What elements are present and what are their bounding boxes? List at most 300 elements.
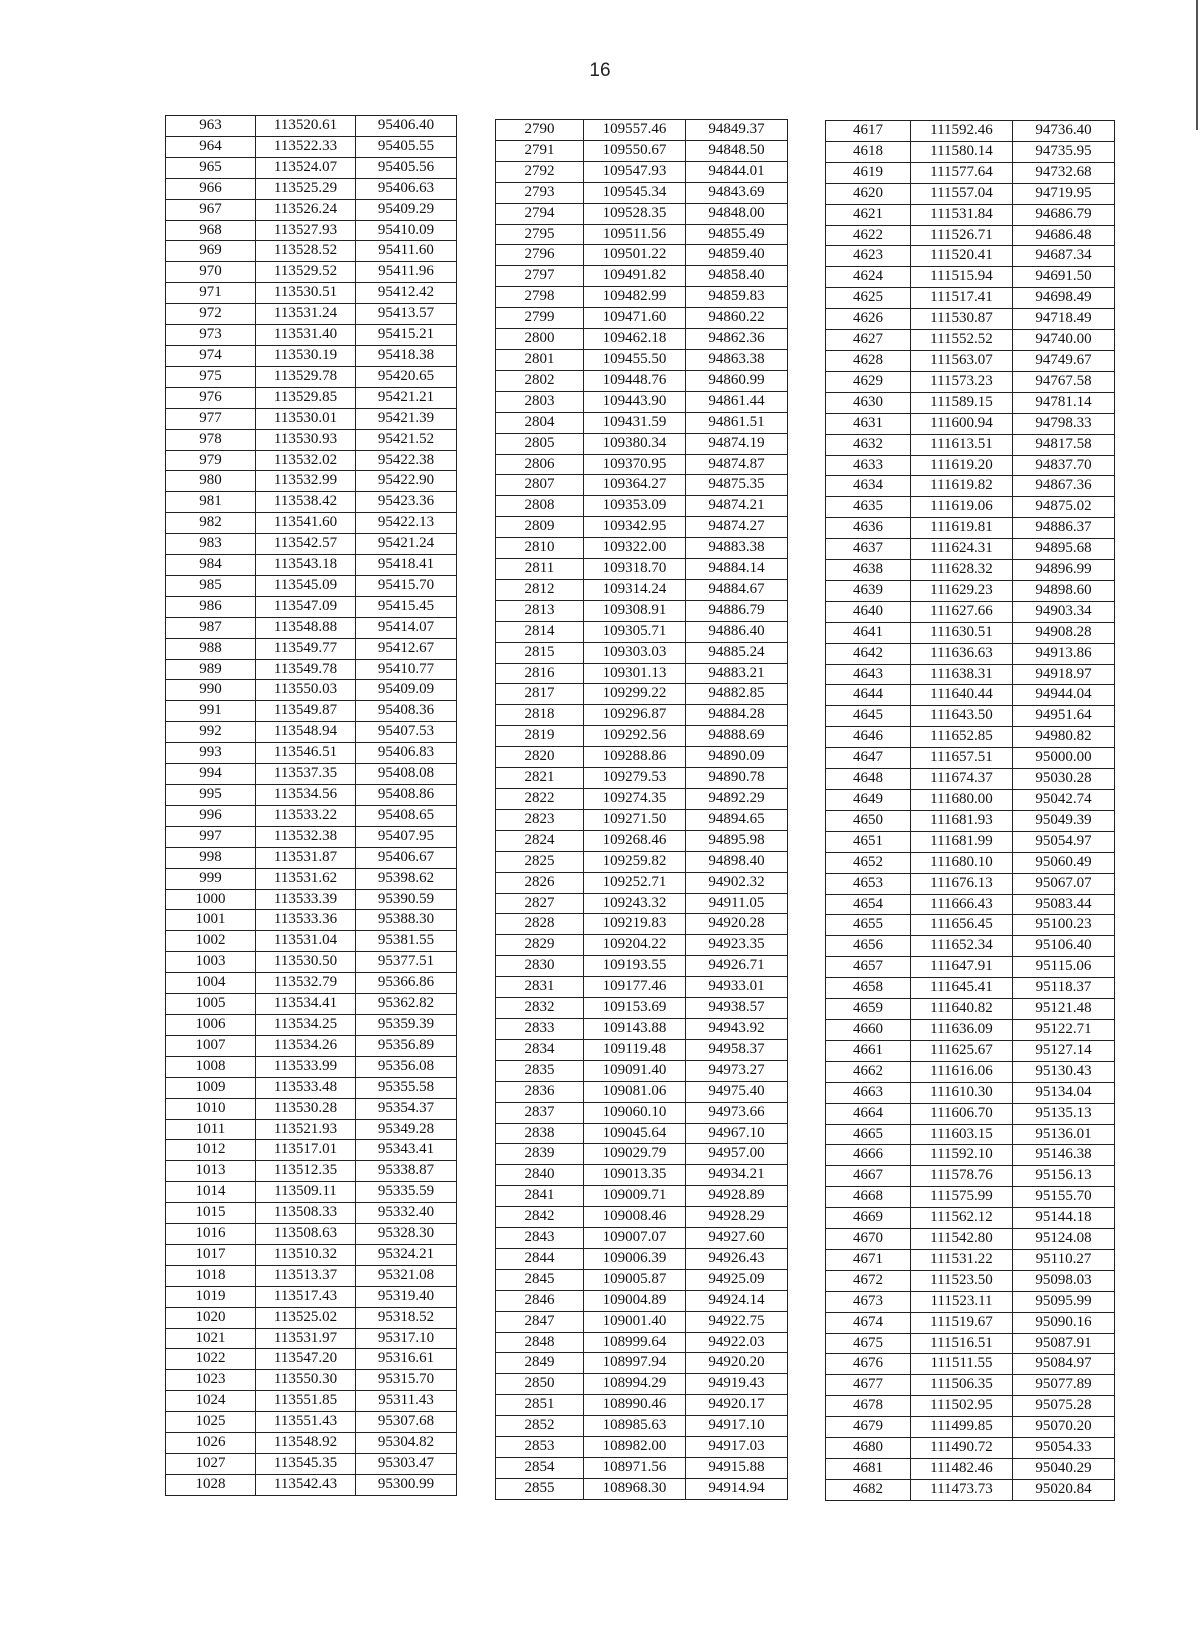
point-number-cell: 972 (166, 304, 256, 325)
x-coordinate-cell: 113531.24 (256, 304, 356, 325)
y-coordinate-cell: 94874.27 (686, 517, 788, 538)
x-coordinate-cell: 113533.99 (256, 1056, 356, 1077)
y-coordinate-cell: 95317.10 (356, 1328, 457, 1349)
y-coordinate-cell: 95413.57 (356, 304, 457, 325)
x-coordinate-cell: 113549.87 (256, 701, 356, 722)
x-coordinate-cell: 109006.39 (584, 1248, 686, 1269)
point-number-cell: 2823 (496, 809, 584, 830)
x-coordinate-cell: 109364.27 (584, 475, 686, 496)
y-coordinate-cell: 95156.13 (1013, 1166, 1115, 1187)
x-coordinate-cell: 109305.71 (584, 621, 686, 642)
point-number-cell: 4651 (826, 831, 911, 852)
x-coordinate-cell: 111562.12 (911, 1208, 1013, 1229)
point-number-cell: 2848 (496, 1332, 584, 1353)
table-row (166, 1035, 457, 1056)
point-number-cell: 1021 (166, 1328, 256, 1349)
y-coordinate-cell: 95155.70 (1013, 1187, 1115, 1208)
point-number-cell: 2854 (496, 1458, 584, 1479)
point-number-cell: 4653 (826, 873, 911, 894)
y-coordinate-cell: 94934.21 (686, 1165, 788, 1186)
table-row (826, 1208, 1115, 1229)
y-coordinate-cell: 94919.43 (686, 1374, 788, 1395)
x-coordinate-cell: 109342.95 (584, 517, 686, 538)
point-number-cell: 2839 (496, 1144, 584, 1165)
table-row (166, 1391, 457, 1412)
x-coordinate-cell: 111526.71 (911, 225, 1013, 246)
point-number-cell: 4628 (826, 350, 911, 371)
x-coordinate-cell: 109007.07 (584, 1228, 686, 1249)
point-number-cell: 974 (166, 345, 256, 366)
table-row (826, 1082, 1115, 1103)
table-row (496, 1290, 788, 1311)
y-coordinate-cell: 94925.09 (686, 1269, 788, 1290)
point-number-cell: 4650 (826, 810, 911, 831)
table-row (496, 1248, 788, 1269)
table-row (166, 116, 457, 137)
y-coordinate-cell: 95083.44 (1013, 894, 1115, 915)
point-number-cell: 984 (166, 555, 256, 576)
point-number-cell: 964 (166, 136, 256, 157)
y-coordinate-cell: 95356.08 (356, 1056, 457, 1077)
point-number-cell: 4666 (826, 1145, 911, 1166)
table-row (826, 580, 1115, 601)
x-coordinate-cell: 113522.33 (256, 136, 356, 157)
point-number-cell: 2811 (496, 559, 584, 580)
y-coordinate-cell: 95121.48 (1013, 999, 1115, 1020)
point-number-cell: 2842 (496, 1207, 584, 1228)
table-row (166, 366, 457, 387)
y-coordinate-cell: 95398.62 (356, 868, 457, 889)
x-coordinate-cell: 113533.22 (256, 805, 356, 826)
table-row (826, 999, 1115, 1020)
point-number-cell: 988 (166, 638, 256, 659)
y-coordinate-cell: 95115.06 (1013, 957, 1115, 978)
y-coordinate-cell: 94882.85 (686, 684, 788, 705)
table-row (166, 617, 457, 638)
point-number-cell: 2826 (496, 872, 584, 893)
table-row (166, 575, 457, 596)
point-number-cell: 4654 (826, 894, 911, 915)
point-number-cell: 2794 (496, 203, 584, 224)
point-number-cell: 4637 (826, 539, 911, 560)
x-coordinate-cell: 111520.41 (911, 246, 1013, 267)
y-coordinate-cell: 95087.91 (1013, 1333, 1115, 1354)
y-coordinate-cell: 94920.28 (686, 914, 788, 935)
x-coordinate-cell: 111523.11 (911, 1291, 1013, 1312)
y-coordinate-cell: 95077.89 (1013, 1375, 1115, 1396)
x-coordinate-cell: 113541.60 (256, 513, 356, 534)
y-coordinate-cell: 94958.37 (686, 1039, 788, 1060)
point-number-cell: 2855 (496, 1478, 584, 1499)
x-coordinate-cell: 109318.70 (584, 559, 686, 580)
x-coordinate-cell: 111625.67 (911, 1040, 1013, 1061)
table-row (166, 743, 457, 764)
table-row (826, 978, 1115, 999)
table-row (166, 471, 457, 492)
point-number-cell: 2827 (496, 893, 584, 914)
y-coordinate-cell: 95040.29 (1013, 1459, 1115, 1480)
y-coordinate-cell: 94735.95 (1013, 141, 1115, 162)
x-coordinate-cell: 111515.94 (911, 267, 1013, 288)
table-row (166, 1161, 457, 1182)
x-coordinate-cell: 108994.29 (584, 1374, 686, 1395)
y-coordinate-cell: 95318.52 (356, 1307, 457, 1328)
table-row (826, 957, 1115, 978)
point-number-cell: 4660 (826, 1019, 911, 1040)
x-coordinate-cell: 113512.35 (256, 1161, 356, 1182)
x-coordinate-cell: 109060.10 (584, 1102, 686, 1123)
x-coordinate-cell: 111676.13 (911, 873, 1013, 894)
table-row (496, 475, 788, 496)
y-coordinate-cell: 94890.09 (686, 747, 788, 768)
x-coordinate-cell: 109045.64 (584, 1123, 686, 1144)
point-number-cell: 2810 (496, 538, 584, 559)
point-number-cell: 989 (166, 659, 256, 680)
x-coordinate-cell: 109545.34 (584, 182, 686, 203)
x-coordinate-cell: 109431.59 (584, 412, 686, 433)
point-number-cell: 2831 (496, 977, 584, 998)
point-number-cell: 2825 (496, 851, 584, 872)
x-coordinate-cell: 109279.53 (584, 768, 686, 789)
table-row (166, 638, 457, 659)
x-coordinate-cell: 111600.94 (911, 413, 1013, 434)
table-row (496, 1228, 788, 1249)
point-number-cell: 987 (166, 617, 256, 638)
x-coordinate-cell: 111499.85 (911, 1417, 1013, 1438)
point-number-cell: 4671 (826, 1249, 911, 1270)
y-coordinate-cell: 95304.82 (356, 1433, 457, 1454)
y-coordinate-cell: 94913.86 (1013, 643, 1115, 664)
point-number-cell: 2790 (496, 120, 584, 141)
x-coordinate-cell: 111580.14 (911, 141, 1013, 162)
y-coordinate-cell: 94883.21 (686, 663, 788, 684)
point-number-cell: 1028 (166, 1474, 256, 1495)
y-coordinate-cell: 94943.92 (686, 1018, 788, 1039)
point-number-cell: 4641 (826, 622, 911, 643)
x-coordinate-cell: 108985.63 (584, 1416, 686, 1437)
point-number-cell: 2838 (496, 1123, 584, 1144)
x-coordinate-cell: 113524.07 (256, 157, 356, 178)
y-coordinate-cell: 95067.07 (1013, 873, 1115, 894)
y-coordinate-cell: 94862.36 (686, 329, 788, 350)
x-coordinate-cell: 111516.51 (911, 1333, 1013, 1354)
point-number-cell: 2815 (496, 642, 584, 663)
y-coordinate-cell: 94973.66 (686, 1102, 788, 1123)
table-row (166, 1474, 457, 1495)
table-row (496, 1144, 788, 1165)
table-row (826, 601, 1115, 622)
x-coordinate-cell: 111636.09 (911, 1019, 1013, 1040)
table-row (496, 768, 788, 789)
table-row (826, 455, 1115, 476)
x-coordinate-cell: 113542.43 (256, 1474, 356, 1495)
y-coordinate-cell: 95075.28 (1013, 1396, 1115, 1417)
x-coordinate-cell: 113510.32 (256, 1244, 356, 1265)
x-coordinate-cell: 111657.51 (911, 748, 1013, 769)
x-coordinate-cell: 111563.07 (911, 350, 1013, 371)
point-number-cell: 4625 (826, 288, 911, 309)
x-coordinate-cell: 113530.93 (256, 429, 356, 450)
table-row (166, 910, 457, 931)
x-coordinate-cell: 109471.60 (584, 308, 686, 329)
y-coordinate-cell: 95136.01 (1013, 1124, 1115, 1145)
point-number-cell: 2852 (496, 1416, 584, 1437)
y-coordinate-cell: 94951.64 (1013, 706, 1115, 727)
y-coordinate-cell: 95349.28 (356, 1119, 457, 1140)
point-number-cell: 4632 (826, 434, 911, 455)
x-coordinate-cell: 111640.44 (911, 685, 1013, 706)
table-row (166, 199, 457, 220)
x-coordinate-cell: 109296.87 (584, 705, 686, 726)
x-coordinate-cell: 109528.35 (584, 203, 686, 224)
y-coordinate-cell: 94927.60 (686, 1228, 788, 1249)
table-row (166, 1244, 457, 1265)
table-row (496, 1081, 788, 1102)
table-row (166, 325, 457, 346)
y-coordinate-cell: 94920.20 (686, 1353, 788, 1374)
y-coordinate-cell: 94922.03 (686, 1332, 788, 1353)
point-number-cell: 4624 (826, 267, 911, 288)
table-row (166, 680, 457, 701)
y-coordinate-cell: 94883.38 (686, 538, 788, 559)
point-number-cell: 4662 (826, 1061, 911, 1082)
y-coordinate-cell: 94732.68 (1013, 162, 1115, 183)
point-number-cell: 4652 (826, 852, 911, 873)
point-number-cell: 2836 (496, 1081, 584, 1102)
x-coordinate-cell: 111578.76 (911, 1166, 1013, 1187)
y-coordinate-cell: 95405.55 (356, 136, 457, 157)
table-row (166, 1077, 457, 1098)
point-number-cell: 4629 (826, 371, 911, 392)
table-row (826, 1312, 1115, 1333)
table-row (826, 1145, 1115, 1166)
x-coordinate-cell: 111629.23 (911, 580, 1013, 601)
table-row (496, 830, 788, 851)
point-number-cell: 2849 (496, 1353, 584, 1374)
point-number-cell: 2840 (496, 1165, 584, 1186)
point-number-cell: 1005 (166, 994, 256, 1015)
table-row (826, 434, 1115, 455)
y-coordinate-cell: 94922.75 (686, 1311, 788, 1332)
table-row (496, 538, 788, 559)
y-coordinate-cell: 95422.13 (356, 513, 457, 534)
table-row (496, 370, 788, 391)
x-coordinate-cell: 109008.46 (584, 1207, 686, 1228)
x-coordinate-cell: 111511.55 (911, 1354, 1013, 1375)
table-row (496, 914, 788, 935)
table-row (496, 600, 788, 621)
point-number-cell: 2832 (496, 998, 584, 1019)
point-number-cell: 1001 (166, 910, 256, 931)
y-coordinate-cell: 94861.51 (686, 412, 788, 433)
y-coordinate-cell: 94973.27 (686, 1060, 788, 1081)
table-row (166, 178, 457, 199)
point-number-cell: 4648 (826, 769, 911, 790)
y-coordinate-cell: 95408.36 (356, 701, 457, 722)
table-row (826, 936, 1115, 957)
table-row (496, 705, 788, 726)
point-number-cell: 1024 (166, 1391, 256, 1412)
table-row (496, 245, 788, 266)
table-row (166, 1119, 457, 1140)
table-row (826, 1061, 1115, 1082)
point-number-cell: 2807 (496, 475, 584, 496)
table-row (166, 994, 457, 1015)
x-coordinate-cell: 113509.11 (256, 1182, 356, 1203)
table-row (166, 764, 457, 785)
table-row (826, 560, 1115, 581)
y-coordinate-cell: 95070.20 (1013, 1417, 1115, 1438)
y-coordinate-cell: 95020.84 (1013, 1479, 1115, 1500)
y-coordinate-cell: 95409.29 (356, 199, 457, 220)
point-number-cell: 4636 (826, 518, 911, 539)
y-coordinate-cell: 95421.39 (356, 408, 457, 429)
y-coordinate-cell: 95307.68 (356, 1412, 457, 1433)
point-number-cell: 2829 (496, 935, 584, 956)
y-coordinate-cell: 94926.43 (686, 1248, 788, 1269)
point-number-cell: 4657 (826, 957, 911, 978)
table-row (496, 1123, 788, 1144)
table-row (826, 664, 1115, 685)
point-number-cell: 1017 (166, 1244, 256, 1265)
table-row (496, 349, 788, 370)
point-number-cell: 1019 (166, 1286, 256, 1307)
y-coordinate-cell: 94855.49 (686, 224, 788, 245)
point-number-cell: 2813 (496, 600, 584, 621)
x-coordinate-cell: 109288.86 (584, 747, 686, 768)
point-number-cell: 977 (166, 408, 256, 429)
x-coordinate-cell: 113528.52 (256, 241, 356, 262)
y-coordinate-cell: 94875.35 (686, 475, 788, 496)
point-number-cell: 4633 (826, 455, 911, 476)
y-coordinate-cell: 95420.65 (356, 366, 457, 387)
point-number-cell: 4663 (826, 1082, 911, 1103)
point-number-cell: 2796 (496, 245, 584, 266)
point-number-cell: 1010 (166, 1098, 256, 1119)
x-coordinate-cell: 113520.61 (256, 116, 356, 137)
table-row (826, 1459, 1115, 1480)
table-row (496, 1478, 788, 1499)
x-coordinate-cell: 109353.09 (584, 496, 686, 517)
point-number-cell: 4620 (826, 183, 911, 204)
y-coordinate-cell: 95410.09 (356, 220, 457, 241)
table-row (166, 931, 457, 952)
point-number-cell: 2802 (496, 370, 584, 391)
y-coordinate-cell: 94923.35 (686, 935, 788, 956)
y-coordinate-cell: 94837.70 (1013, 455, 1115, 476)
x-coordinate-cell: 111619.82 (911, 476, 1013, 497)
y-coordinate-cell: 95408.86 (356, 785, 457, 806)
y-coordinate-cell: 94740.00 (1013, 330, 1115, 351)
x-coordinate-cell: 113532.38 (256, 826, 356, 847)
point-number-cell: 4680 (826, 1438, 911, 1459)
x-coordinate-cell: 113532.99 (256, 471, 356, 492)
x-coordinate-cell: 109380.34 (584, 433, 686, 454)
table-row (496, 412, 788, 433)
table-row (166, 283, 457, 304)
table-row (166, 785, 457, 806)
x-coordinate-cell: 113543.18 (256, 555, 356, 576)
x-coordinate-cell: 113538.42 (256, 492, 356, 513)
point-number-cell: 4619 (826, 162, 911, 183)
point-number-cell: 4676 (826, 1354, 911, 1375)
x-coordinate-cell: 111616.06 (911, 1061, 1013, 1082)
point-number-cell: 4674 (826, 1312, 911, 1333)
x-coordinate-cell: 111619.81 (911, 518, 1013, 539)
x-coordinate-cell: 111619.20 (911, 455, 1013, 476)
y-coordinate-cell: 95000.00 (1013, 748, 1115, 769)
y-coordinate-cell: 95388.30 (356, 910, 457, 931)
x-coordinate-cell: 111628.32 (911, 560, 1013, 581)
x-coordinate-cell: 113551.85 (256, 1391, 356, 1412)
table-row (826, 1103, 1115, 1124)
x-coordinate-cell: 109081.06 (584, 1081, 686, 1102)
x-coordinate-cell: 113549.77 (256, 638, 356, 659)
table-row (166, 889, 457, 910)
point-number-cell: 1015 (166, 1203, 256, 1224)
y-coordinate-cell: 94858.40 (686, 266, 788, 287)
y-coordinate-cell: 95423.36 (356, 492, 457, 513)
x-coordinate-cell: 111482.46 (911, 1459, 1013, 1480)
point-number-cell: 4672 (826, 1270, 911, 1291)
table-row (496, 789, 788, 810)
table-row (166, 345, 457, 366)
x-coordinate-cell: 111517.41 (911, 288, 1013, 309)
table-row (826, 1166, 1115, 1187)
x-coordinate-cell: 113530.51 (256, 283, 356, 304)
y-coordinate-cell: 95406.63 (356, 178, 457, 199)
x-coordinate-cell: 109013.35 (584, 1165, 686, 1186)
table-row (826, 1040, 1115, 1061)
y-coordinate-cell: 95343.41 (356, 1140, 457, 1161)
y-coordinate-cell: 95406.83 (356, 743, 457, 764)
y-coordinate-cell: 95359.39 (356, 1014, 457, 1035)
x-coordinate-cell: 109219.83 (584, 914, 686, 935)
x-coordinate-cell: 113531.62 (256, 868, 356, 889)
y-coordinate-cell: 95315.70 (356, 1370, 457, 1391)
table-row (826, 852, 1115, 873)
y-coordinate-cell: 95146.38 (1013, 1145, 1115, 1166)
table-row (826, 476, 1115, 497)
point-number-cell: 2853 (496, 1437, 584, 1458)
y-coordinate-cell: 94915.88 (686, 1458, 788, 1479)
table-row (496, 496, 788, 517)
table-row (496, 1311, 788, 1332)
point-number-cell: 965 (166, 157, 256, 178)
y-coordinate-cell: 94848.50 (686, 140, 788, 161)
table-row (166, 513, 457, 534)
table-row (166, 429, 457, 450)
point-number-cell: 4618 (826, 141, 911, 162)
point-number-cell: 1008 (166, 1056, 256, 1077)
point-number-cell: 996 (166, 805, 256, 826)
y-coordinate-cell: 95319.40 (356, 1286, 457, 1307)
point-number-cell: 2845 (496, 1269, 584, 1290)
table-row (166, 1370, 457, 1391)
point-number-cell: 2847 (496, 1311, 584, 1332)
x-coordinate-cell: 109143.88 (584, 1018, 686, 1039)
y-coordinate-cell: 95095.99 (1013, 1291, 1115, 1312)
point-number-cell: 986 (166, 596, 256, 617)
x-coordinate-cell: 111490.72 (911, 1438, 1013, 1459)
y-coordinate-cell: 95090.16 (1013, 1312, 1115, 1333)
x-coordinate-cell: 109252.71 (584, 872, 686, 893)
x-coordinate-cell: 111674.37 (911, 769, 1013, 790)
y-coordinate-cell: 95418.41 (356, 555, 457, 576)
point-number-cell: 999 (166, 868, 256, 889)
point-number-cell: 4678 (826, 1396, 911, 1417)
x-coordinate-cell: 109009.71 (584, 1186, 686, 1207)
